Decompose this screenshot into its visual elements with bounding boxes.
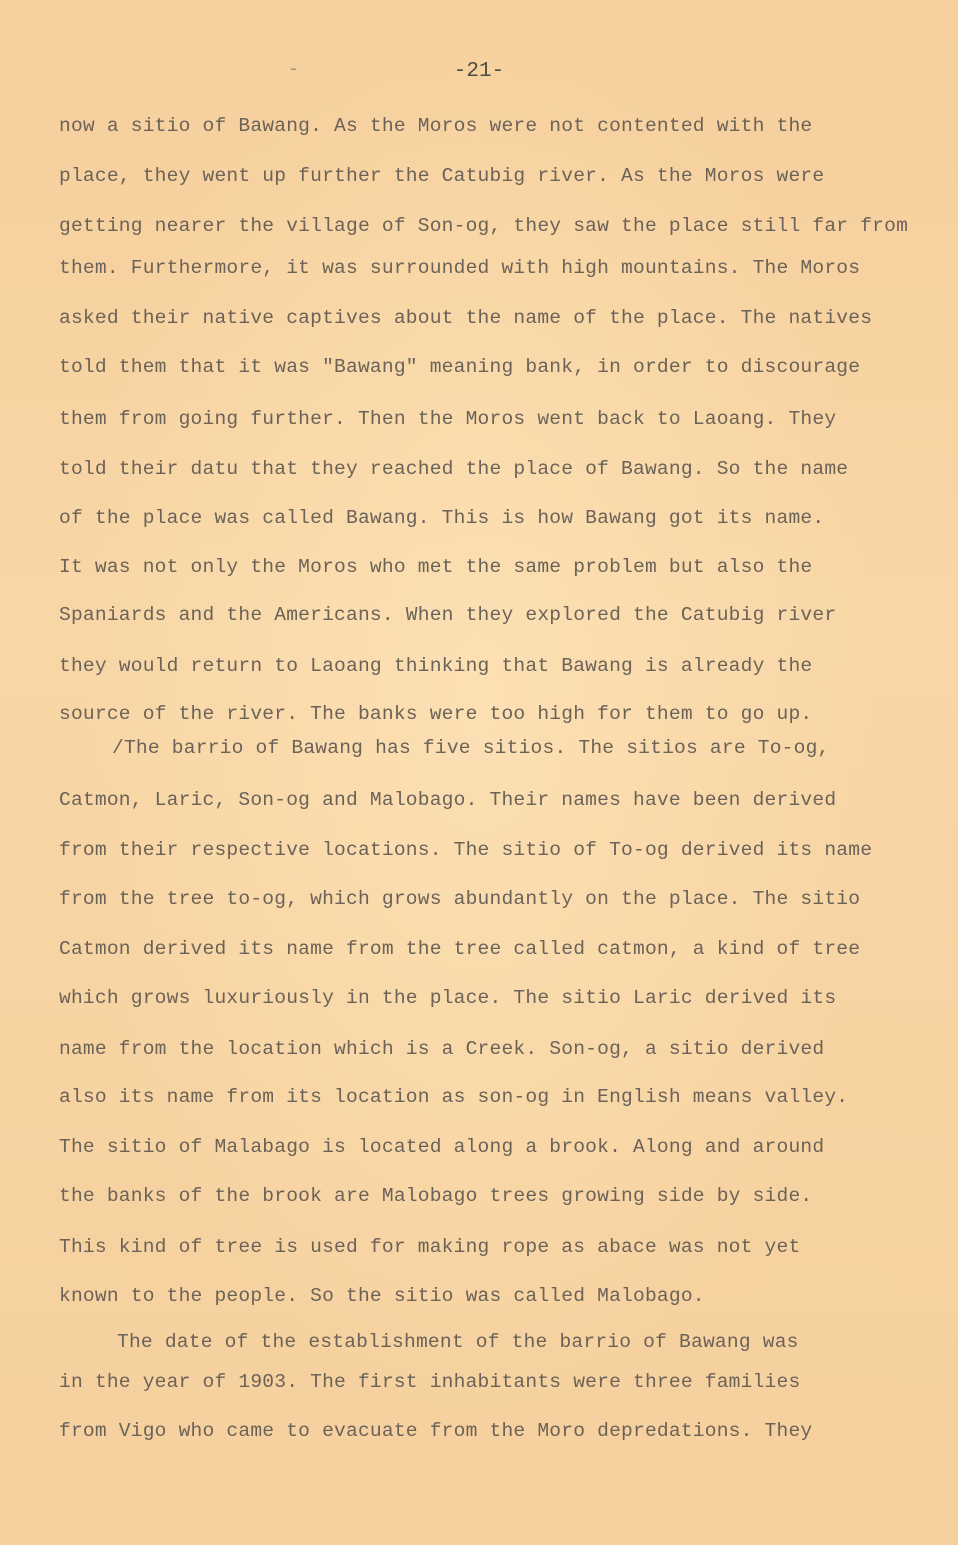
page-number-text: -21- xyxy=(453,60,505,83)
text-line: name from the location which is a Creek. Son-og, a sitio derived xyxy=(59,1038,825,1060)
text-line: source of the river. The banks were too high for them to go up. xyxy=(59,703,813,725)
text-line: them. Furthermore, it was surrounded with high mountains. The Moros xyxy=(59,257,861,279)
text-line: The sitio of Malabago is located along a brook. Along and around xyxy=(59,1136,825,1158)
text-line: also its name from its location as son-og in English means valley. xyxy=(59,1086,849,1108)
page-margin-mark: - xyxy=(288,60,299,80)
text-line: /The barrio of Bawang has five sitios. The sitios are To-og, xyxy=(112,737,830,759)
text-line: told them that it was "Bawang" meaning bank, in order to discourage xyxy=(59,356,861,378)
text-line: the banks of the brook are Malobago trees growing side by side. xyxy=(59,1185,813,1207)
text-line: known to the people. So the sitio was called Malobago. xyxy=(59,1285,705,1307)
text-line: Catmon, Laric, Son-og and Malobago. Their names have been derived xyxy=(59,789,837,811)
text-line: Catmon derived its name from the tree called catmon, a kind of tree xyxy=(59,938,861,960)
page-number xyxy=(0,60,958,83)
text-line: The date of the establishment of the barrio of Bawang was xyxy=(117,1331,799,1353)
text-line: Spaniards and the Americans. When they explored the Catubig river xyxy=(59,604,837,626)
text-line: from Vigo who came to evacuate from the Moro depredations. They xyxy=(59,1420,813,1442)
text-line: getting nearer the village of Son-og, they saw the place still far from xyxy=(59,215,909,237)
text-line: from their respective locations. The sitio of To-og derived its name xyxy=(59,839,873,861)
text-line: they would return to Laoang thinking that Bawang is already the xyxy=(59,655,813,677)
text-line: This kind of tree is used for making rope as abace was not yet xyxy=(59,1236,801,1258)
text-line: them from going further. Then the Moros went back to Laoang. They xyxy=(59,408,837,430)
text-line: place, they went up further the Catubig river. As the Moros were xyxy=(59,165,825,187)
text-line: now a sitio of Bawang. As the Moros were not contented with the xyxy=(59,115,813,137)
text-line: It was not only the Moros who met the same problem but also the xyxy=(59,556,813,578)
text-line: asked their native captives about the name of the place. The natives xyxy=(59,307,873,329)
text-line: from the tree to-og, which grows abundantly on the place. The sitio xyxy=(59,888,861,910)
text-line: told their datu that they reached the place of Bawang. So the name xyxy=(59,458,849,480)
text-line: of the place was called Bawang. This is how Bawang got its name. xyxy=(59,507,825,529)
text-line: in the year of 1903. The first inhabitants were three families xyxy=(59,1371,801,1393)
text-line: which grows luxuriously in the place. The sitio Laric derived its xyxy=(59,987,837,1009)
